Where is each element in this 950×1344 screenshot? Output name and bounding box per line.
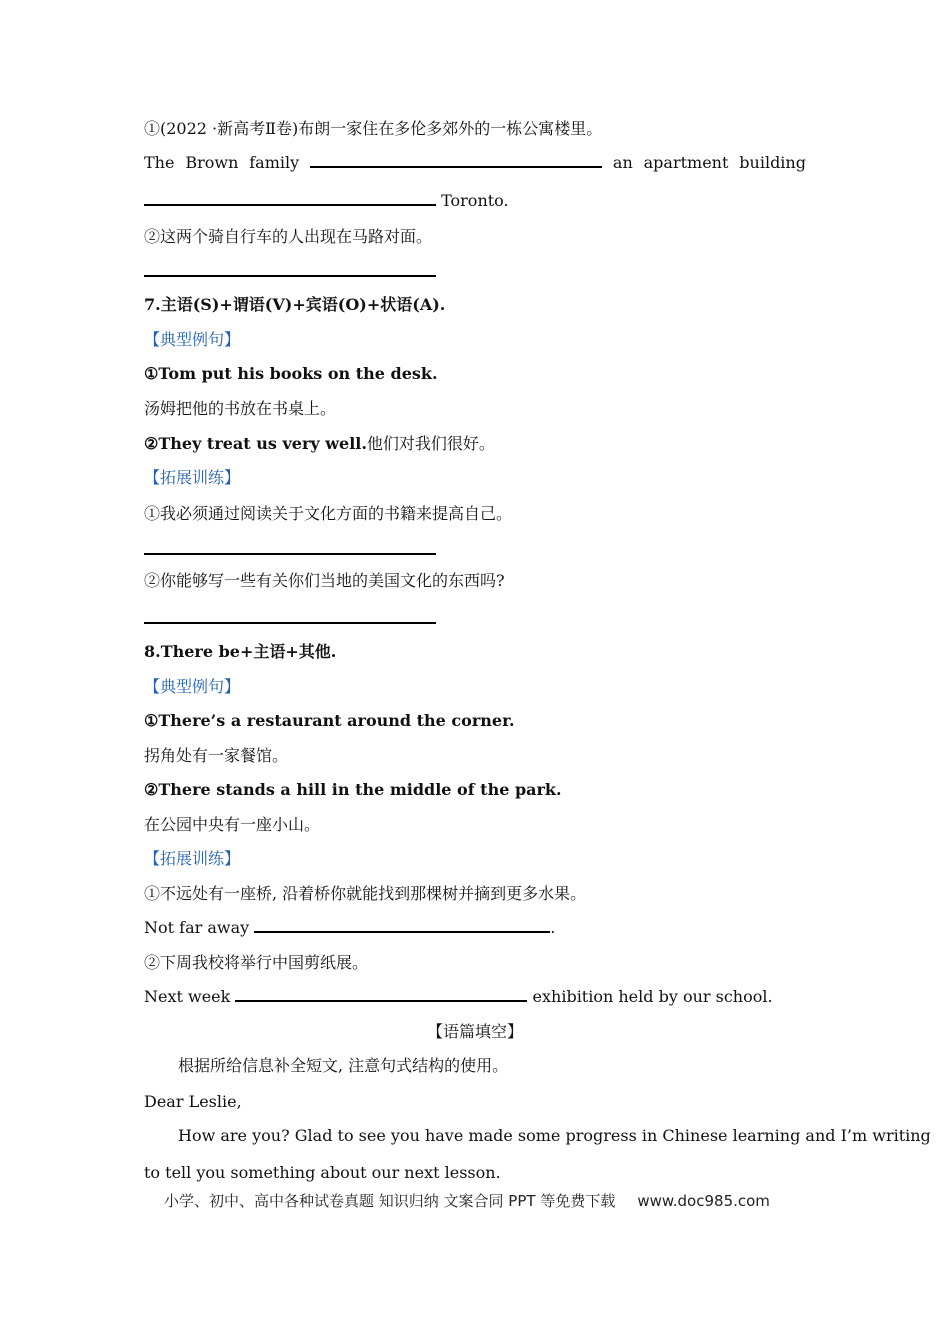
answer-blank[interactable] <box>235 986 527 1002</box>
word-building: building <box>739 153 806 172</box>
word-toronto: Toronto. <box>441 191 509 210</box>
word-brown: Brown <box>185 153 239 172</box>
training-2-answer-line <box>144 986 773 1008</box>
training-2-start: Next week <box>144 987 231 1006</box>
answer-line[interactable] <box>144 622 436 624</box>
exercise-2-prompt: ②这两个骑自行车的人出现在马路对面。 <box>144 227 433 246</box>
answer-line[interactable] <box>144 553 436 555</box>
training-1-answer-line <box>144 917 555 939</box>
example-label: 【典型例句】 <box>144 330 241 349</box>
example-2 <box>144 433 495 455</box>
section-8-heading-cn: 主语+其他. <box>253 642 337 661</box>
word-the: The <box>144 153 175 172</box>
word-family: family <box>249 153 300 172</box>
training-2-prompt: ②你能够写一些有关你们当地的美国文化的东西吗? <box>144 571 505 590</box>
page-footer <box>164 1191 770 1211</box>
example-1-english: ①Tom put his books on the desk. <box>144 364 438 383</box>
exercise-1-prompt: ①(2022 ·新高考Ⅱ卷)布朗一家住在多伦多郊外的一栋公寓楼里。 <box>144 119 603 138</box>
example-2-english: ②There stands a hill in the middle of the park. <box>144 780 562 799</box>
training-1-start: Not far away <box>144 918 250 937</box>
footer-text: 小学、初中、高中各种试卷真题 知识归纳 文案合同 PPT 等免费下载 <box>164 1192 616 1210</box>
exercise-1-answer-line <box>144 152 806 174</box>
answer-blank[interactable] <box>144 190 436 206</box>
passage-instruction: 根据所给信息补全短文, 注意句式结构的使用。 <box>178 1056 509 1075</box>
training-label: 【拓展训练】 <box>144 468 241 487</box>
word-apartment: apartment <box>643 153 729 172</box>
example-1-chinese: 汤姆把他的书放在书桌上。 <box>144 399 337 418</box>
passage-title: 【语篇填空】 <box>426 1022 523 1041</box>
example-label: 【典型例句】 <box>144 677 241 696</box>
answer-line[interactable] <box>144 275 436 277</box>
footer-url[interactable]: www.doc985.com <box>637 1192 770 1210</box>
section-7-heading: 7.主语(S)+谓语(V)+宾语(O)+状语(A). <box>144 295 446 314</box>
training-1-end: . <box>550 918 556 937</box>
letter-greeting: Dear Leslie, <box>144 1092 242 1111</box>
letter-body-line-2: to tell you something about our next lesson. <box>144 1163 501 1182</box>
answer-blank[interactable] <box>254 917 550 933</box>
example-1-english: ①There’s a restaurant around the corner. <box>144 711 515 730</box>
training-2-prompt: ②下周我校将举行中国剪纸展。 <box>144 953 369 972</box>
letter-body-line-1: How are you? Glad to see you have made some progress in Chinese learning and I’m writing <box>178 1126 931 1145</box>
section-8-heading <box>144 641 336 663</box>
training-1-prompt: ①不远处有一座桥, 沿着桥你就能找到那棵树并摘到更多水果。 <box>144 884 587 903</box>
section-8-heading-en: 8.There be+ <box>144 642 254 661</box>
answer-blank[interactable] <box>310 152 602 168</box>
example-2-english: ②They treat us very well. <box>144 434 367 453</box>
example-1-chinese: 拐角处有一家餐馆。 <box>144 746 289 765</box>
training-1-prompt: ①我必须通过阅读关于文化方面的书籍来提高自己。 <box>144 504 513 523</box>
exercise-1-answer-line-2 <box>144 190 509 212</box>
example-2-chinese: 在公园中央有一座小山。 <box>144 815 321 834</box>
word-an: an <box>612 153 633 172</box>
training-2-end: exhibition held by our school. <box>532 987 773 1006</box>
training-label: 【拓展训练】 <box>144 849 241 868</box>
example-2-chinese: 他们对我们很好。 <box>366 434 495 453</box>
